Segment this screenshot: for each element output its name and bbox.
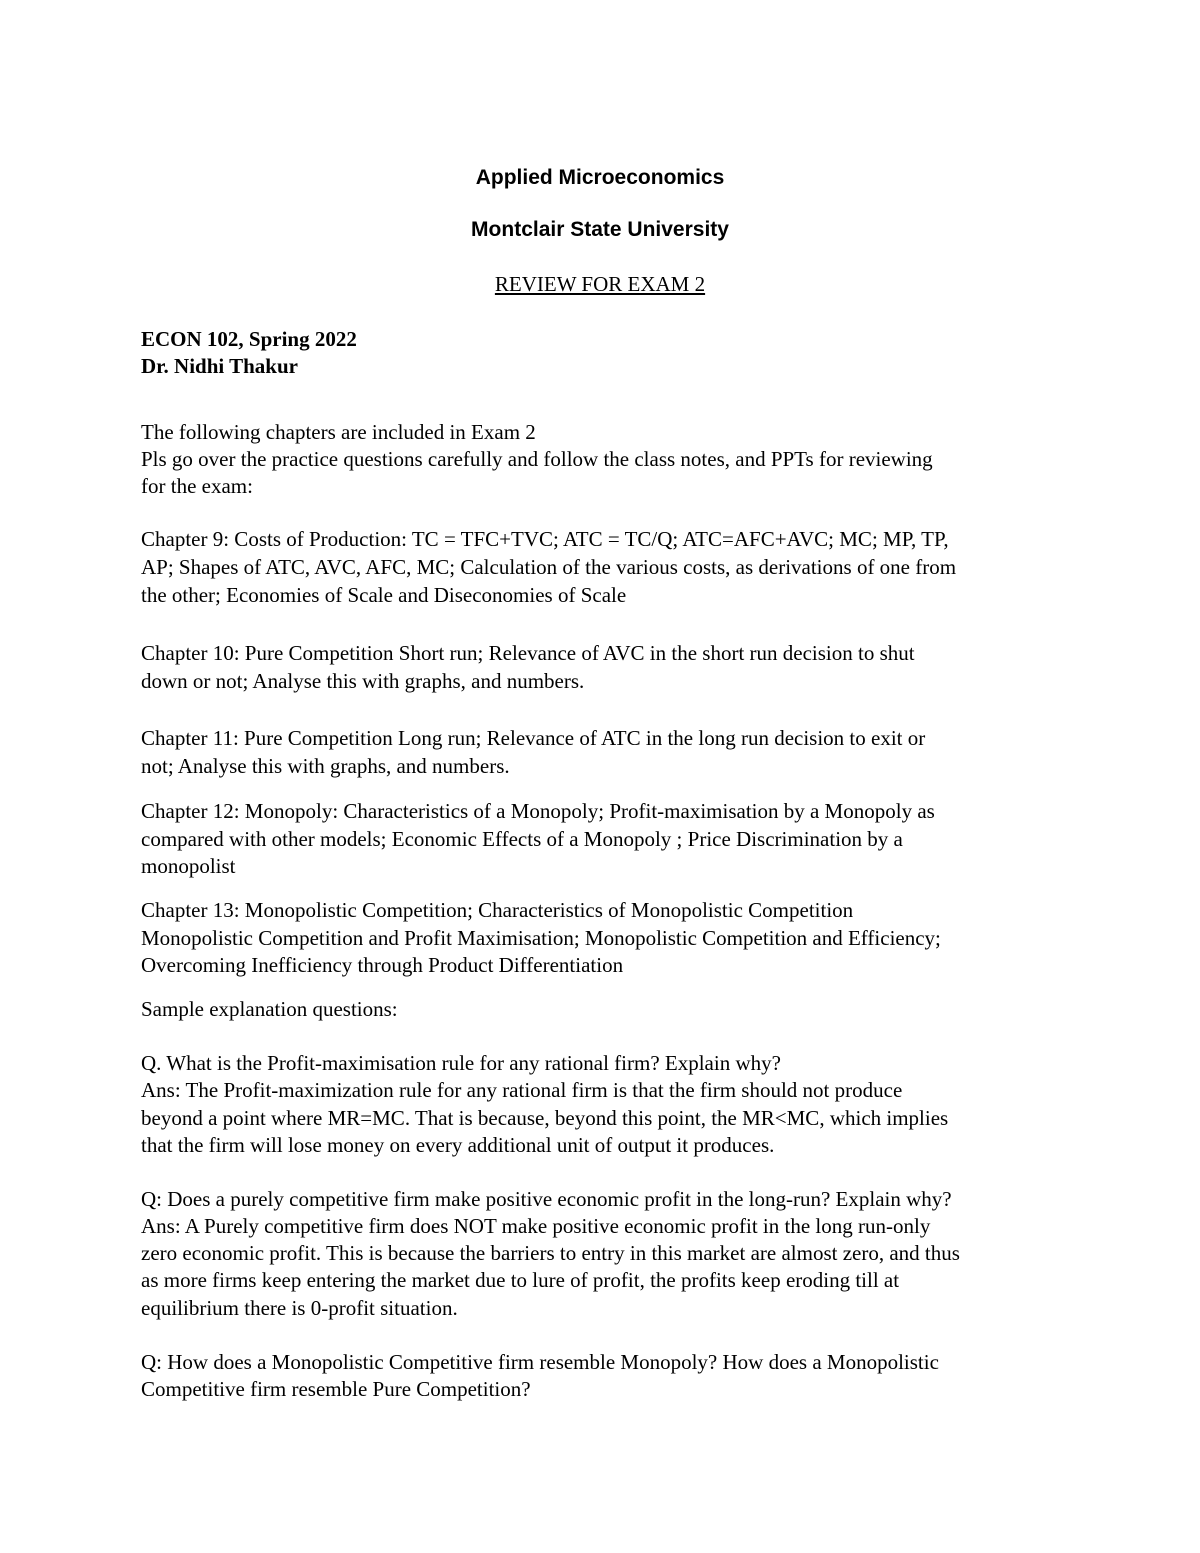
chapter-12-line: compared with other models; Economic Effects of a Monopoly ; Price Discrimination by a — [141, 827, 903, 851]
chapter-13-line: Chapter 13: Monopolistic Competition; Characteristics of Monopolistic Competition — [141, 898, 854, 922]
chapter-11-line: not; Analyse this with graphs, and numbers. — [141, 754, 510, 778]
question-3-line: Q: How does a Monopolistic Competitive firm resemble Monopoly? How does a Monopolistic — [141, 1350, 939, 1374]
course-title: Applied Microeconomics — [475, 166, 725, 189]
question-3-line: Competitive firm resemble Pure Competition? — [141, 1377, 531, 1401]
chapter-10-line: Chapter 10: Pure Competition Short run; Relevance of AVC in the short run decision to shut — [141, 641, 915, 665]
question-2-line: Q: Does a purely competitive firm make positive economic profit in the long-run? Explain why? — [141, 1187, 952, 1211]
answer-1-line: beyond a point where MR=MC. That is because, beyond this point, the MR<MC, which implies — [141, 1106, 949, 1130]
question-1-line: Q. What is the Profit-maximisation rule for any rational firm? Explain why? — [141, 1051, 781, 1075]
intro-line: Pls go over the practice questions carefully and follow the class notes, and PPTs for reviewing — [141, 447, 933, 471]
intro-line: The following chapters are included in Exam 2 — [141, 420, 536, 444]
answer-2-line: as more firms keep entering the market due to lure of profit, the profits keep eroding till at — [141, 1268, 900, 1292]
chapter-9-line: AP; Shapes of ATC, AVC, AFC, MC; Calculation of the various costs, as derivations of one from — [141, 555, 957, 579]
intro-line: for the exam: — [141, 474, 253, 498]
chapter-9-line: Chapter 9: Costs of Production: TC = TFC+TVC; ATC = TC/Q; ATC=AFC+AVC; MC; MP, TP, — [141, 527, 949, 551]
chapter-10-line: down or not; Analyse this with graphs, and numbers. — [141, 669, 585, 693]
review-title: REVIEW FOR EXAM 2 — [494, 272, 706, 296]
chapter-9-line: the other; Economies of Scale and Diseconomies of Scale — [141, 583, 627, 607]
course-term: ECON 102, Spring 2022 — [141, 327, 357, 351]
chapter-12-line: Chapter 12: Monopoly: Characteristics of a Monopoly; Profit-maximisation by a Monopoly as — [141, 799, 935, 823]
chapter-13-line: Overcoming Inefficiency through Product Differentiation — [141, 953, 624, 977]
questions-heading: Sample explanation questions: — [141, 997, 398, 1021]
university-name: Montclair State University — [471, 218, 729, 241]
chapter-11-line: Chapter 11: Pure Competition Long run; Relevance of ATC in the long run decision to exit or — [141, 726, 926, 750]
answer-2-line: equilibrium there is 0-profit situation. — [141, 1296, 458, 1320]
answer-1-line: that the firm will lose money on every additional unit of output it produces. — [141, 1133, 775, 1157]
answer-2-line: Ans: A Purely competitive firm does NOT make positive economic profit in the long run-only — [141, 1214, 931, 1238]
answer-1-line: Ans: The Profit-maximization rule for any rational firm is that the firm should not produce — [141, 1078, 903, 1102]
answer-2-line: zero economic profit. This is because the barriers to entry in this market are almost zero, and thus — [141, 1241, 960, 1265]
chapter-13-line: Monopolistic Competition and Profit Maximisation; Monopolistic Competition and Efficiency; — [141, 926, 941, 950]
instructor-name: Dr. Nidhi Thakur — [141, 354, 298, 378]
chapter-12-line: monopolist — [141, 854, 236, 878]
